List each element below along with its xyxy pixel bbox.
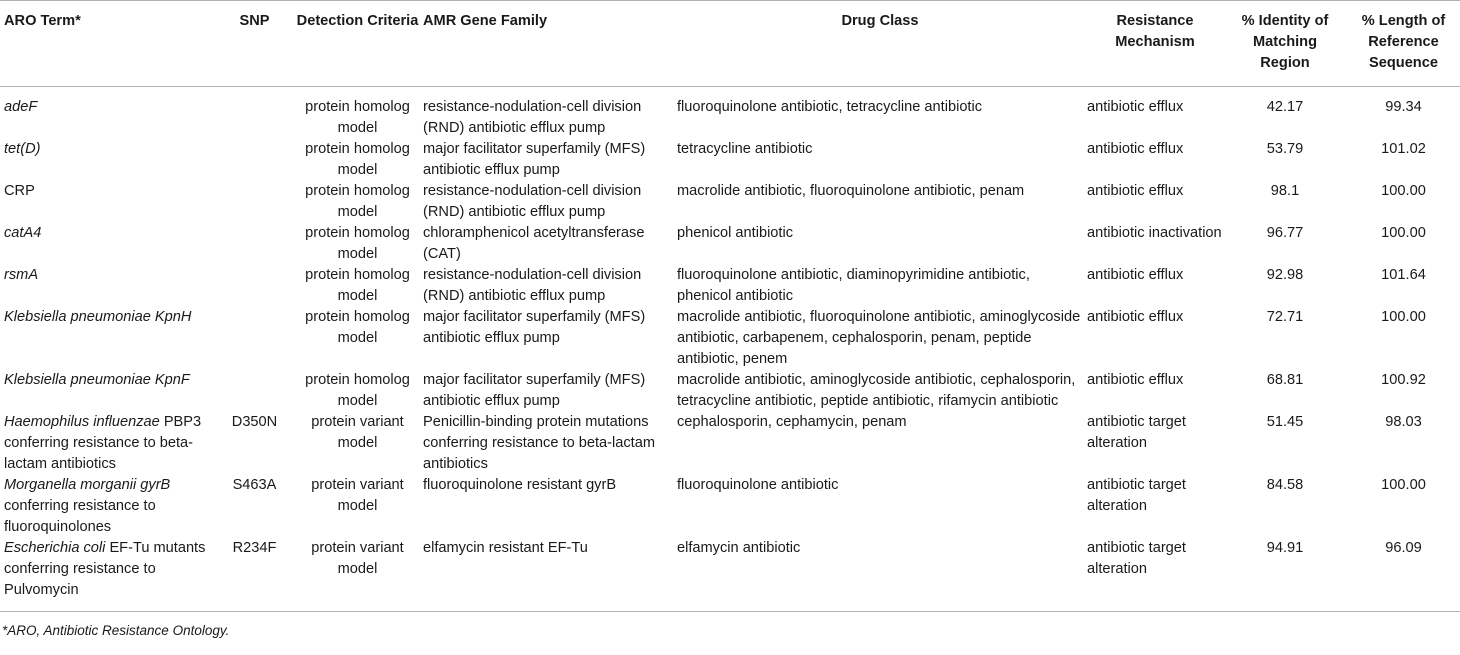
- cell-resistance-mechanism: antibiotic target alteration: [1087, 414, 1186, 451]
- table-row: [0, 265, 1460, 307]
- cell-amr-gene-family: resistance-nodulation-cell division (RND) antibiotic efflux pump: [423, 183, 642, 220]
- table-row: [0, 223, 1460, 265]
- cell-snp: [213, 139, 292, 181]
- cell-percent-identity: 94.91: [1223, 538, 1343, 612]
- cell-percent-identity: 68.81: [1266, 372, 1304, 388]
- cell-drug-class: macrolide antibiotic, fluoroquinolone antibiotic, aminoglycoside antibiotic, carbapenem, cephalosporin, penam, peptide antibiotic, penem: [677, 309, 1081, 367]
- cell-aro-term: [0, 181, 213, 223]
- cell-percent-identity: 96.77: [1266, 225, 1304, 241]
- cell-resistance-mechanism: antibiotic inactivation: [1087, 225, 1222, 241]
- cell-amr-gene-family: elfamycin resistant EF-Tu: [419, 538, 673, 612]
- cell-resistance-mechanism: antibiotic efflux: [1087, 267, 1184, 283]
- cell-detection-criteria: protein variant model: [311, 477, 404, 514]
- table-row: [0, 538, 1460, 612]
- cell-percent-identity: 84.58: [1266, 477, 1304, 493]
- cell-drug-class: elfamycin antibiotic: [673, 538, 1083, 612]
- cell-percent-length: 101.64: [1381, 267, 1426, 283]
- header-percent-identity: % Identity of Matching Region: [1223, 1, 1343, 87]
- cell-drug-class: fluoroquinolone antibiotic, tetracycline antibiotic: [677, 99, 983, 115]
- cell-detection-criteria: protein homolog model: [305, 99, 410, 136]
- cell-aro-term: [0, 223, 213, 265]
- cell-aro-term: [0, 412, 213, 475]
- cell-amr-gene-family: chloramphenicol acetyltransferase (CAT): [423, 225, 645, 262]
- cell-snp: S463A: [232, 477, 277, 493]
- table-footnote: *ARO, Antibiotic Resistance Ontology.: [2, 623, 230, 638]
- cell-percent-identity: 42.17: [1266, 99, 1304, 115]
- aro-term-text: conferring resistance to fluoroquinolones: [4, 498, 156, 535]
- cell-detection-criteria: protein homolog model: [305, 225, 410, 262]
- cell-aro-term: [0, 265, 213, 307]
- header-resistance-mechanism: Resistance Mechanism: [1083, 1, 1223, 87]
- aro-term-italic: catA4: [4, 225, 42, 241]
- aro-term-text: PBP3 conferring resistance to beta-lactam antibiotics: [4, 414, 202, 472]
- cell-aro-term: [0, 307, 213, 370]
- cell-percent-length: 100.00: [1381, 309, 1426, 325]
- cell-amr-gene-family: resistance-nodulation-cell division (RND) antibiotic efflux pump: [423, 99, 642, 136]
- table-row: [0, 370, 1460, 412]
- table-row: [0, 139, 1460, 181]
- aro-term-italic: Klebsiella pneumoniae KpnH: [4, 309, 192, 325]
- aro-term-italic: tet(D): [4, 141, 41, 157]
- header-amr-gene-family: AMR Gene Family: [419, 1, 673, 87]
- cell-resistance-mechanism: antibiotic target alteration: [1083, 538, 1223, 612]
- cell-aro-term: [0, 538, 213, 612]
- cell-detection-criteria: protein homolog model: [305, 183, 410, 220]
- cell-percent-identity: 53.79: [1266, 141, 1304, 157]
- cell-percent-identity: 51.45: [1266, 414, 1304, 430]
- cell-percent-length: 101.02: [1381, 141, 1426, 157]
- cell-drug-class: macrolide antibiotic, aminoglycoside antibiotic, cephalosporin, tetracycline antibiotic, peptide antibiotic, rifamycin antibiotic: [677, 372, 1076, 409]
- cell-resistance-mechanism: antibiotic efflux: [1087, 183, 1184, 199]
- cell-percent-length: 98.03: [1385, 414, 1422, 430]
- cell-percent-length: 100.00: [1381, 225, 1426, 241]
- cell-resistance-mechanism: antibiotic efflux: [1087, 141, 1184, 157]
- header-snp: SNP: [213, 1, 292, 87]
- table-row: [0, 475, 1460, 538]
- cell-percent-identity: 72.71: [1266, 309, 1304, 325]
- cell-detection-criteria: protein homolog model: [305, 372, 410, 409]
- cell-drug-class: phenicol antibiotic: [677, 225, 794, 241]
- header-detection-criteria: Detection Criteria: [292, 1, 419, 87]
- cell-snp: R234F: [213, 538, 292, 612]
- cell-resistance-mechanism: antibiotic efflux: [1087, 372, 1184, 388]
- header-row: [0, 1, 1460, 87]
- cell-snp: [213, 87, 292, 140]
- cell-aro-term: [0, 475, 213, 538]
- table-row: [0, 87, 1460, 140]
- cell-resistance-mechanism: antibiotic efflux: [1087, 99, 1184, 115]
- cell-percent-length: 96.09: [1343, 538, 1460, 612]
- cell-snp: [213, 370, 292, 412]
- cell-snp: [213, 307, 292, 370]
- aro-term-italic: Haemophilus influenzae: [4, 414, 160, 430]
- cell-drug-class: fluoroquinolone antibiotic: [677, 477, 839, 493]
- aro-term-italic: rsmA: [4, 267, 39, 283]
- cell-resistance-mechanism: antibiotic target alteration: [1087, 477, 1186, 514]
- header-aro-term: ARO Term*: [0, 1, 213, 87]
- cell-snp: [213, 223, 292, 265]
- aro-term-text: EF-Tu mutants conferring resistance to Pulvomycin: [4, 540, 206, 598]
- cell-percent-identity: 92.98: [1266, 267, 1304, 283]
- cell-percent-length: 100.00: [1381, 477, 1426, 493]
- cell-amr-gene-family: major facilitator superfamily (MFS) antibiotic efflux pump: [423, 309, 646, 346]
- cell-detection-criteria: protein variant model: [292, 538, 419, 612]
- cell-percent-length: 100.00: [1381, 183, 1426, 199]
- cell-resistance-mechanism: antibiotic efflux: [1087, 309, 1184, 325]
- table-row: [0, 307, 1460, 370]
- cell-percent-length: 100.92: [1381, 372, 1426, 388]
- aro-term-text: CRP: [4, 183, 35, 199]
- cell-snp: [213, 181, 292, 223]
- cell-snp: D350N: [231, 414, 278, 430]
- cell-amr-gene-family: fluoroquinolone resistant gyrB: [423, 477, 617, 493]
- table-body: [0, 87, 1460, 612]
- cell-drug-class: tetracycline antibiotic: [677, 141, 813, 157]
- cell-snp: [213, 265, 292, 307]
- header-drug-class: Drug Class: [673, 1, 1083, 87]
- aro-term-italic: Morganella morganii gyrB: [4, 477, 171, 493]
- cell-aro-term: [0, 139, 213, 181]
- cell-amr-gene-family: major facilitator superfamily (MFS) antibiotic efflux pump: [423, 372, 646, 409]
- table-row: [0, 181, 1460, 223]
- cell-percent-identity: 98.1: [1270, 183, 1300, 199]
- cell-amr-gene-family: resistance-nodulation-cell division (RND) antibiotic efflux pump: [423, 267, 642, 304]
- cell-amr-gene-family: Penicillin-binding protein mutations conferring resistance to beta-lactam antibiotics: [423, 414, 655, 472]
- aro-term-italic: Klebsiella pneumoniae KpnF: [4, 372, 190, 388]
- cell-aro-term: [0, 87, 213, 140]
- cell-drug-class: cephalosporin, cephamycin, penam: [677, 414, 907, 430]
- cell-detection-criteria: protein homolog model: [305, 267, 410, 304]
- cell-drug-class: macrolide antibiotic, fluoroquinolone antibiotic, penam: [677, 183, 1025, 199]
- cell-detection-criteria: protein variant model: [311, 414, 404, 451]
- cell-drug-class: fluoroquinolone antibiotic, diaminopyrimidine antibiotic, phenicol antibiotic: [677, 267, 1030, 304]
- table-row: [0, 412, 1460, 475]
- header-percent-length: % Length of Reference Sequence: [1343, 1, 1460, 87]
- cell-percent-length: 99.34: [1385, 99, 1422, 115]
- cell-detection-criteria: protein homolog model: [305, 141, 410, 178]
- cell-amr-gene-family: major facilitator superfamily (MFS) antibiotic efflux pump: [423, 141, 646, 178]
- cell-detection-criteria: protein homolog model: [305, 309, 410, 346]
- aro-term-italic: adeF: [4, 99, 38, 115]
- cell-aro-term: [0, 370, 213, 412]
- aro-term-italic: Escherichia coli: [4, 540, 106, 556]
